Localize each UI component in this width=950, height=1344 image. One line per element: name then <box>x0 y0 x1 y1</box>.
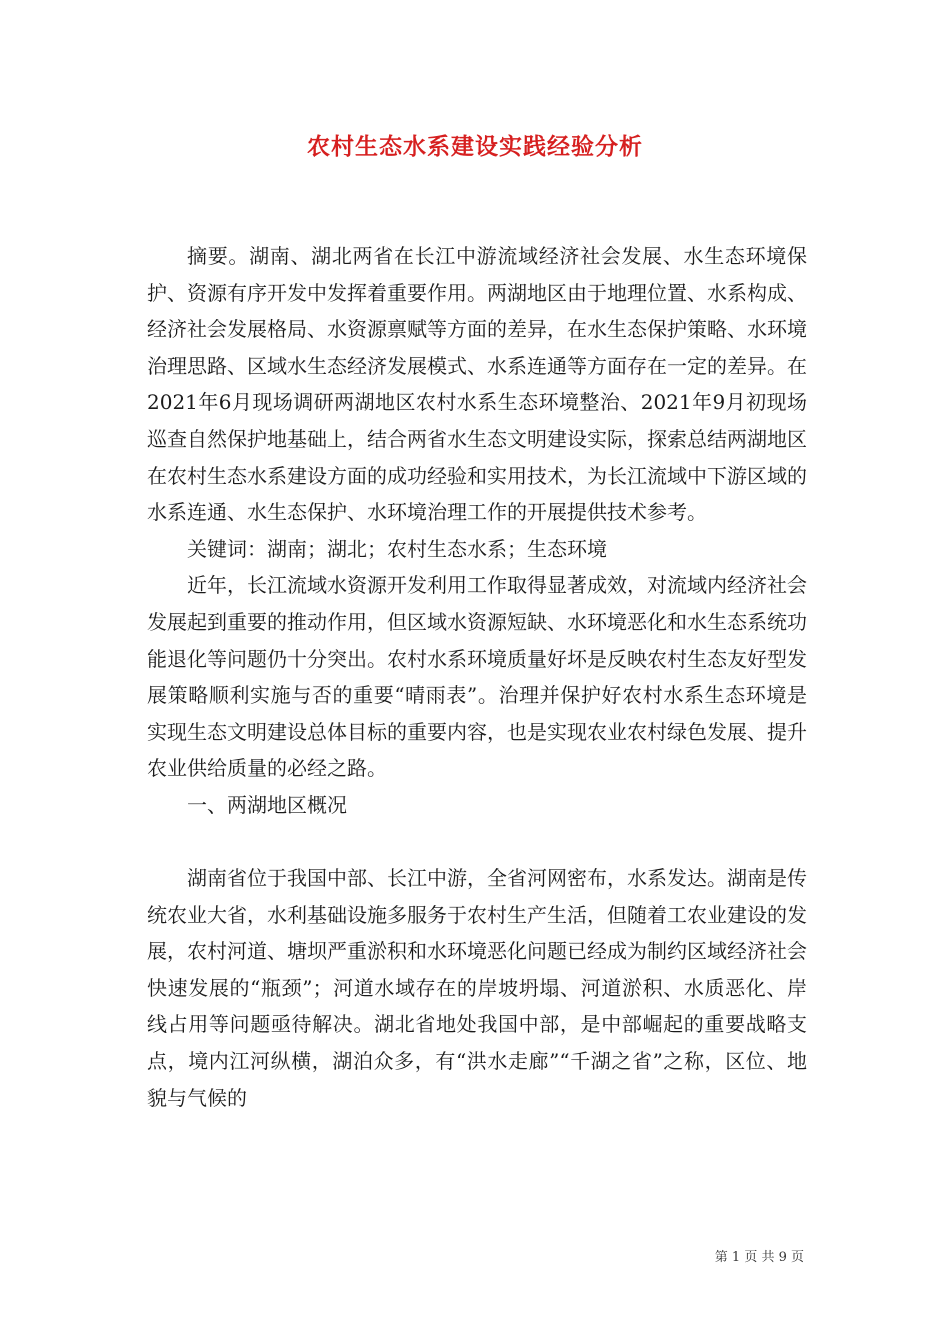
page-number-footer: 第 1 页 共 9 页 <box>714 1250 804 1265</box>
document-body <box>147 238 807 1116</box>
section-heading: 一、两湖地区概况 <box>187 792 347 817</box>
abstract-paragraph: 摘要。湖南、湖北两省在长江中游流域经济社会发展、水生态环境保护、资源有序开发中发挥着重要作用。两湖地区由于地理位置、水系构成、经济社会发展格局、水资源禀赋等方面的差异，在水生态保护策略、水环境治理思路、区域水生态经济发展模式、水系连通等方面存在一定的差异。在2021年6月现场调研两湖地区农村水系生态环境整治、2021年9月初现场巡查自然保护地基础上，结合两省水生态文明建设实际，探索总结两湖地区在农村生态水系建设方面的成功经验和实用技术，为长江流域中下游区域的水系连通、水生态保护、水环境治理工作的开展提供技术参考。 <box>147 244 807 525</box>
keywords-paragraph: 关键词：湖南；湖北；农村生态水系；生态环境 <box>187 536 607 561</box>
section-body-paragraph: 湖南省位于我国中部、长江中游，全省河网密布，水系发达。湖南是传统农业大省，水利基础设施多服务于农村生产生活，但随着工农业建设的发展，农村河道、塘坝严重淤积和水环境恶化问题已经成为制约区域经济社会快速发展的“瓶颈”；河道水域存在的岸坡坍塌、河道淤积、水质恶化、岸线占用等问题亟待解决。湖北省地处我国中部，是中部崛起的重要战略支点，境内江河纵横，湖泊众多，有“洪水走廊”“千湖之省”之称，区位、地貌与气候的 <box>147 866 807 1110</box>
intro-paragraph: 近年，长江流域水资源开发利用工作取得显著成效，对流域内经济社会发展起到重要的推动作用，但区域水资源短缺、水环境恶化和水生态系统功能退化等问题仍十分突出。农村水系环境质量好坏是反映农村生态友好型发展策略顺利实施与否的重要“晴雨表”。治理并保护好农村水系生态环境是实现生态文明建设总体目标的重要内容，也是实现农业农村绿色发展、提升农业供给质量的必经之路。 <box>147 573 807 781</box>
document-title: 农村生态水系建设实践经验分析 <box>307 133 643 160</box>
